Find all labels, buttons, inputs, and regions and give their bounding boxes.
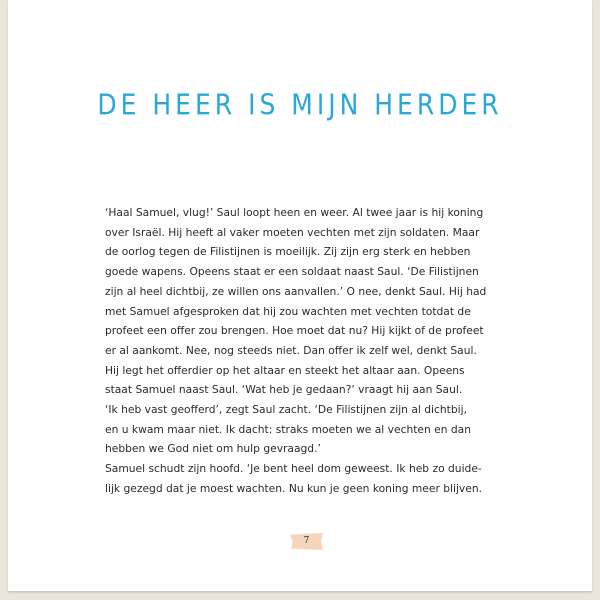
text-line: profeet een offer zou brengen. Hoe moet dat nu? Hij kijkt of de profeet [105,324,484,338]
text-line: Hij legt het offerdier op het altaar en steekt het altaar aan. Opeens [105,363,465,377]
text-line: over Israël. Hij heeft al vaker moeten vechten met zijn soldaten. Maar [105,225,480,239]
text-line: zijn al heel dichtbij, ze willen ons aanvallen.’ O nee, denkt Saul. Hij had [105,284,487,298]
text-line: ‘Ik heb vast geofferd’, zegt Saul zacht. ‘De Filistijnen zijn al dichtbij, [105,403,467,417]
book-page [8,0,592,592]
text-line: ‘Haal Samuel, vlug!’ Saul loopt heen en weer. Al twee jaar is hij koning [105,206,484,219]
text-line: de oorlog tegen de Filistijnen is moeilijk. Zij zijn erg sterk en hebben [105,245,471,259]
page-title: DE HEER IS MIJN HERDER [97,87,503,122]
text-line: er al aankomt. Nee, nog steeds niet. Dan offer ik zelf wel, denkt Saul. [105,343,477,357]
text-line: goede wapens. Opeens staat er een soldaat naast Saul. ‘De Filistijnen [105,265,479,279]
page-number: 7 [303,536,310,546]
text-line: Samuel schudt zijn hoofd. ‘Je bent heel dom geweest. Ik heb zo duide- [105,462,482,476]
text-line: staat Samuel naast Saul. ‘Wat heb je gedaan?’ vraagt hij aan Saul. [105,383,463,397]
text-line: lijk gezegd dat je moest wachten. Nu kun je geen koning meer blijven. [105,481,482,495]
text-line: hebben we God niet om hulp gevraagd.’ [105,442,321,456]
text-line: en u kwam maar niet. Ik dacht: straks moeten we al vechten en dan [105,422,472,436]
text-line: met Samuel afgesproken dat hij zou wachten met vechten totdat de [105,304,471,318]
story-text [105,203,525,499]
